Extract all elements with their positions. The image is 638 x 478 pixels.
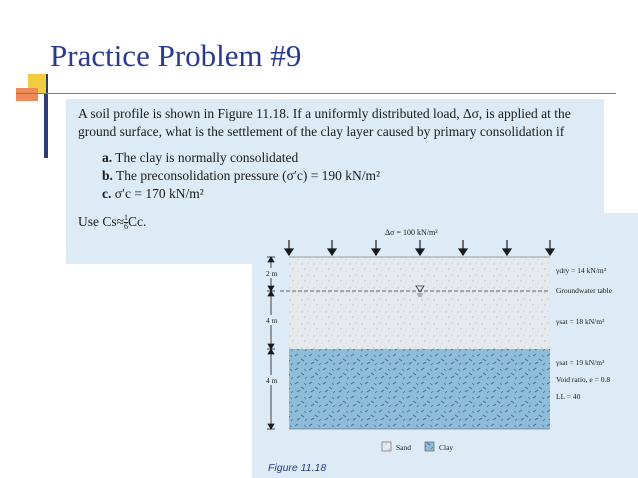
problem-item: c. σ′c = 170 kN/m²: [102, 186, 204, 201]
load-label: Δσ = 100 kN/m²: [385, 228, 438, 237]
title-divider: [16, 93, 616, 94]
figure-caption: Figure 11.18: [268, 462, 327, 474]
use-statement: Use Cs≈ $\frac{1}{6}$ Cc.: [78, 213, 147, 232]
page-title: Practice Problem #9: [50, 38, 302, 73]
dimension-lines: [267, 257, 275, 429]
problem-item: a. The clay is normally consolidated: [102, 150, 299, 165]
layer-label: Groundwater table: [556, 286, 613, 295]
load-arrows: [285, 240, 554, 255]
legend-swatch-clay: [425, 442, 434, 451]
title-decoration-orange: [16, 88, 38, 101]
fraction: $\frac{1}{6}$: [124, 213, 129, 232]
depth-label: 4 m: [266, 376, 278, 385]
legend-label: Clay: [439, 443, 454, 452]
sand-layer: [289, 257, 550, 349]
soil-profile-diagram: [252, 213, 638, 478]
problem-intro: A soil profile is shown in Figure 11.18. If a uniformly distributed load, Δσ, is applied at the ground surface, what is the settlement of the clay layer caused by primary consolidation if: [78, 106, 571, 139]
depth-label: 2 m: [266, 269, 278, 278]
problem-item: b. The preconsolidation pressure (σ′c) = 190 kN/m²: [102, 168, 381, 183]
clay-layer: [289, 349, 550, 429]
layer-label: γsat = 19 kN/m³: [556, 358, 605, 367]
layer-label: γsat = 18 kN/m³: [556, 317, 605, 326]
legend-label: Sand: [396, 443, 411, 452]
layer-label: LL = 40: [556, 392, 581, 401]
depth-label: 4 m: [266, 316, 278, 325]
problem-list: [102, 149, 594, 203]
soil-profile-figure: [252, 213, 638, 478]
layer-label: γdry = 14 kN/m³: [556, 266, 606, 275]
layer-label: Void ratio, e = 0.8: [556, 375, 611, 384]
legend-swatch-sand: [382, 442, 391, 451]
